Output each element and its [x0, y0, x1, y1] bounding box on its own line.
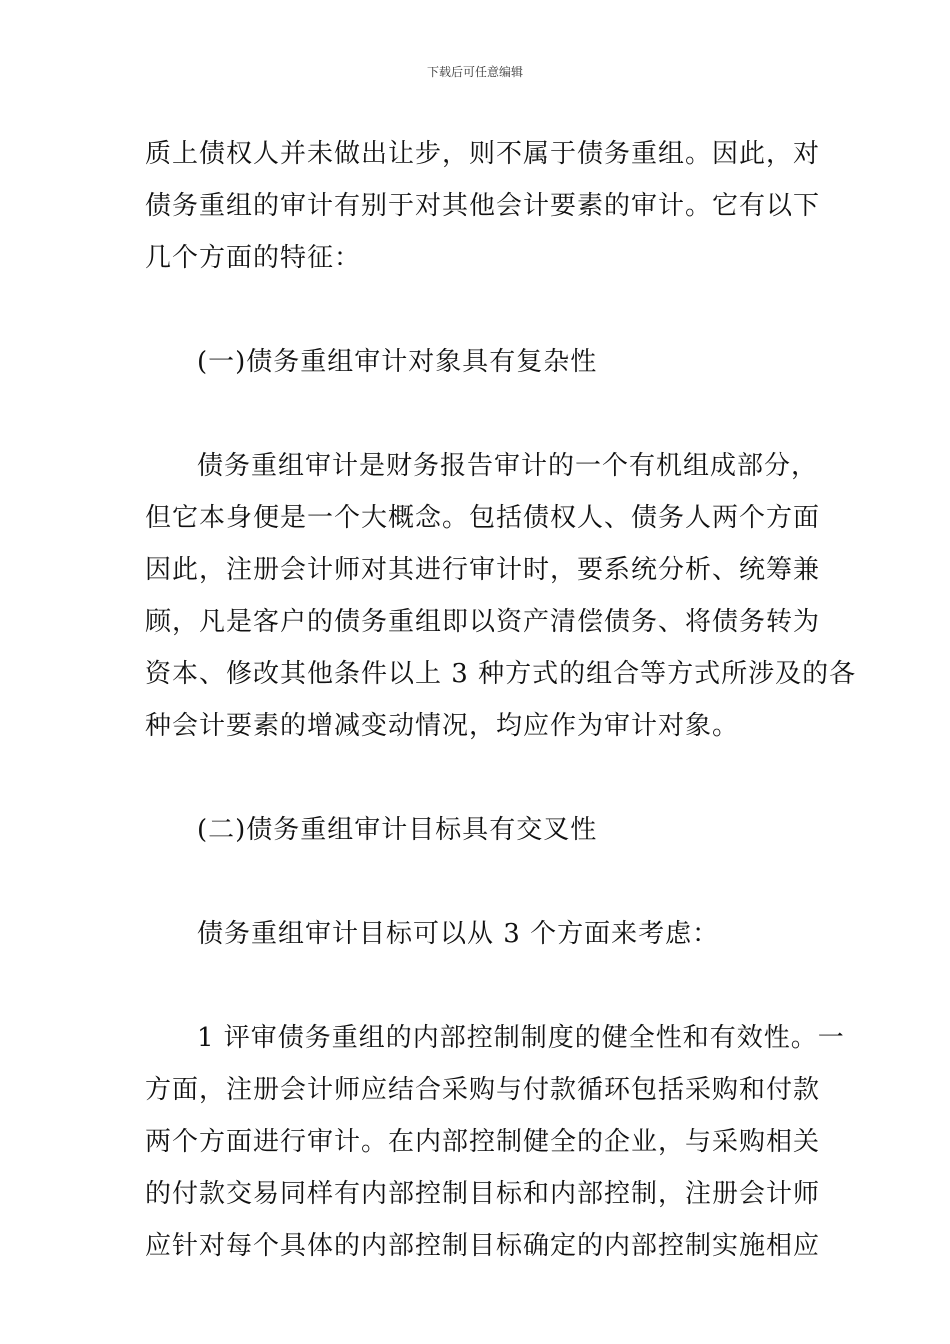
paragraph-spacer — [145, 388, 810, 440]
page-header: 下载后可任意编辑 — [426, 65, 523, 79]
section-heading — [145, 804, 810, 856]
paragraph — [145, 1012, 845, 1272]
text-line: 种会计要素的增减变动情况，均应作为审计对象。 — [145, 711, 740, 741]
document-body — [145, 128, 857, 1272]
text-line: 的付款交易同样有内部控制目标和内部控制，注册会计师 — [145, 1179, 821, 1209]
text-line: 债务重组审计目标可以从 3 个方面来考虑： — [197, 919, 720, 949]
text-line: 债务重组审计是财务报告审计的一个有机组成部分， — [197, 451, 819, 481]
paragraph-spacer — [145, 284, 810, 336]
text-line: 方面，注册会计师应结合采购与付款循环包括采购和付款 — [145, 1075, 821, 1105]
text-line: 应针对每个具体的内部控制目标确定的内部控制实施相应 — [145, 1231, 821, 1261]
heading-line: (二)债务重组审计目标具有交叉性 — [197, 815, 598, 845]
text-line: 两个方面进行审计。在内部控制健全的企业，与采购相关 — [145, 1127, 821, 1157]
paragraph — [145, 128, 821, 284]
paragraph — [145, 908, 810, 960]
text-line: 但它本身便是一个大概念。包括债权人、债务人两个方面 — [145, 503, 821, 533]
text-line: 因此，注册会计师对其进行审计时，要系统分析、统筹兼 — [145, 555, 821, 585]
text-line: 资本、修改其他条件以上 3 种方式的组合等方式所涉及的各 — [145, 659, 857, 689]
text-line: 几个方面的特征： — [145, 243, 362, 273]
paragraph-spacer — [145, 960, 810, 1012]
section-heading — [145, 336, 810, 388]
paragraph-spacer — [145, 752, 810, 804]
text-line: 质上债权人并未做出让步，则不属于债务重组。因此，对 — [145, 139, 821, 169]
text-line: 债务重组的审计有别于对其他会计要素的审计。它有以下 — [145, 191, 821, 221]
text-line: 1 评审债务重组的内部控制制度的健全性和有效性。一 — [197, 1023, 845, 1053]
paragraph — [145, 440, 857, 752]
heading-line: (一)债务重组审计对象具有复杂性 — [197, 347, 598, 377]
paragraph-spacer — [145, 856, 810, 908]
text-line: 顾，凡是客户的债务重组即以资产清偿债务、将债务转为 — [145, 607, 821, 637]
